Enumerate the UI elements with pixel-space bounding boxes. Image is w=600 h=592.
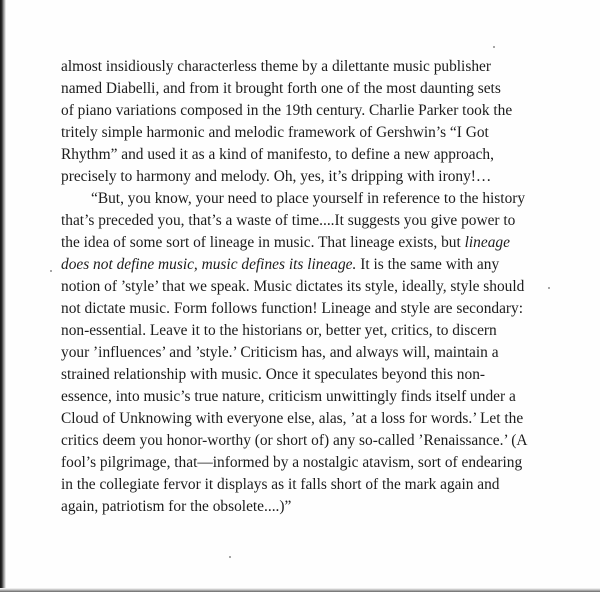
text-line: non-essential. Leave it to the historians or, better yet, critics, to discern [61,322,497,339]
text-line: strained relationship with music. Once it speculates beyond this non- [61,366,486,383]
body-text [61,56,551,518]
dust-speck [493,46,495,48]
bottom-edge-shadow [0,588,600,592]
text-line: essence, into music’s true nature, criticism unwittingly finds itself under a [61,388,516,405]
text-line: precisely to harmony and melody. Oh, yes, it’s dripping with irony!… [61,168,492,185]
binding-edge-shadow [0,0,6,592]
paragraph-1 [61,56,551,188]
text-line: in the collegiate fervor it displays as it falls short of the mark again and [61,476,500,493]
text-line: critics deem you honor-worthy (or short of) any so-called ’Renaissance.’ (A [61,432,528,449]
text-line: again, patriotism for the obsolete....)” [61,498,292,515]
text-line: fool’s pilgrimage, that—informed by a nostalgic atavism, sort of endearing [61,454,523,471]
dust-speck [50,270,52,272]
text-segment: the idea of some sort of lineage in music. That lineage exists, but [61,234,465,251]
text-line [61,254,551,276]
text-line: named Diabelli, and from it brought forth one of the most daunting sets [61,80,501,97]
text-line: notion of ’style’ that we speak. Music dictates its style, ideally, style should [61,278,525,295]
text-line: Cloud of Unknowing with everyone else, alas, ’at a loss for words.’ Let the [61,410,524,427]
dust-speck [229,556,231,558]
text-line: of piano variations composed in the 19th century. Charlie Parker took the [61,102,513,119]
italic-text: lineage [464,234,510,251]
text-segment: It is the same with any [356,256,500,273]
italic-text: does not define music, music defines its lineage. [61,256,357,273]
text-line: “But, you know, your need to place yourself in reference to the history [91,190,526,207]
text-line: tritely simple harmonic and melodic framework of Gershwin’s “I Got [61,124,489,141]
text-line: that’s preceded you, that’s a waste of time....It suggests you give power to [61,212,516,229]
paragraph-2 [61,188,551,518]
text-line: Rhythm” and used it as a kind of manifesto, to define a new approach, [61,146,494,163]
text-line: your ’influences’ and ’style.’ Criticism has, and always will, maintain a [61,344,499,361]
text-line: not dictate music. Form follows function! Lineage and style are secondary: [61,300,524,317]
text-line [61,232,551,254]
text-line: almost insidiously characterless theme by a dilettante music publisher [61,58,491,75]
